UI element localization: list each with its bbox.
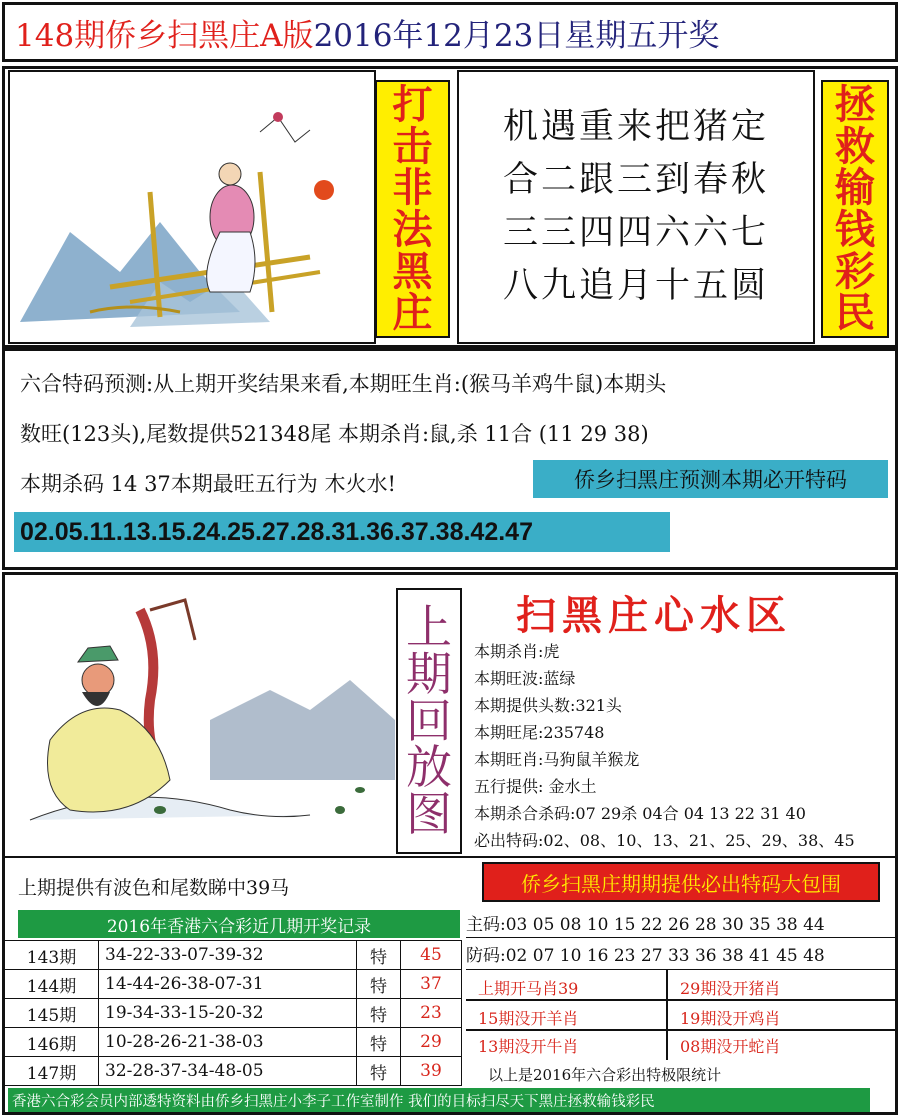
banner-crackdown <box>375 80 450 338</box>
banner-char: 民 <box>835 289 875 337</box>
record-numbers: 14-44-26-38-07-31 <box>99 970 357 999</box>
stats-note: 以上是2016年六合彩出特极限统计 <box>488 1066 722 1084</box>
record-te: 特 <box>357 1057 401 1086</box>
stat-item: 29期没开猪肖 <box>680 979 781 998</box>
banner-rescue <box>821 80 889 338</box>
banner-char: 钱 <box>835 206 875 253</box>
prediction-line-2: 数旺(123头),尾数提供521348尾 本期杀肖:鼠,杀 11合 (11 29 38) <box>20 422 649 446</box>
title-issue: 148期侨乡扫黑庄A版 <box>15 17 314 54</box>
prediction-line-3: 本期杀码 14 37本期最旺五行为 木火水! <box>20 472 396 496</box>
review-item: 本期提供头数:321头 <box>474 696 622 715</box>
record-numbers: 34-22-33-07-39-32 <box>99 941 357 970</box>
record-special: 37 <box>401 970 462 999</box>
records-heading: 2016年香港六合彩近几期开奖记录 <box>18 910 460 938</box>
review-item: 本期杀肖:虎 <box>474 642 560 661</box>
record-te: 特 <box>357 970 401 999</box>
table-row <box>5 970 462 999</box>
banner-char: 输 <box>835 164 875 212</box>
record-numbers: 10-28-26-21-38-03 <box>99 1028 357 1057</box>
record-special: 39 <box>401 1057 462 1086</box>
record-period: 143期 <box>5 941 99 970</box>
prediction-tag: 侨乡扫黑庄预测本期必开特码 <box>533 460 888 498</box>
record-te: 特 <box>357 999 401 1028</box>
scholar-painting-image <box>10 580 396 854</box>
main-codes: 主码:03 05 08 10 15 22 26 28 30 35 38 44 <box>466 908 896 938</box>
defense-codes: 防码:02 07 10 16 23 27 33 36 38 41 45 48 <box>466 938 896 970</box>
banner-char: 黑 <box>392 247 433 295</box>
record-period: 144期 <box>5 970 99 999</box>
record-special: 45 <box>401 941 462 970</box>
review-item: 本期旺尾:235748 <box>474 723 605 742</box>
review-item: 五行提供: 金水土 <box>474 777 597 796</box>
review-item: 本期杀合杀码:07 29杀 04合 04 13 22 31 40 <box>474 804 806 823</box>
record-te: 特 <box>357 1028 401 1057</box>
review-title-char: 回 <box>406 693 452 748</box>
review-item: 必出特码:02、08、10、13、21、25、29、38、45 <box>474 831 855 850</box>
stat-item: 上期开马肖39 <box>478 979 579 998</box>
title-date: 2016年12月23日星期五开奖 <box>313 17 720 54</box>
review-list <box>474 638 855 854</box>
poem-line: 八九追月十五圆 <box>502 266 769 306</box>
records-table <box>4 940 462 1086</box>
table-row <box>5 1057 462 1086</box>
review-item: 本期旺肖:马狗鼠羊猴龙 <box>474 750 640 769</box>
banner-red: 侨乡扫黑庄期期提供必出特码大包围 <box>482 862 880 902</box>
prediction-line-1: 六合特码预测:从上期开奖结果来看,本期旺生肖:(猴马羊鸡牛鼠)本期头 <box>20 372 667 396</box>
record-period: 147期 <box>5 1057 99 1086</box>
hit-note: 上期提供有波色和尾数睇中39马 <box>18 877 290 899</box>
stat-item: 08期没开蛇肖 <box>680 1037 781 1056</box>
review-item: 本期旺波:蓝绿 <box>474 669 576 688</box>
record-te: 特 <box>357 941 401 970</box>
poem-line: 机遇重来把猪定 <box>502 107 769 147</box>
banner-char: 击 <box>392 122 433 170</box>
illustration-girl <box>8 70 376 344</box>
poem-line: 合二跟三到春秋 <box>502 160 769 200</box>
prediction-numbers: 02.05.11.13.15.24.25.27.28.31.36.37.38.42.47 <box>14 512 670 552</box>
stat-item: 13期没开牛肖 <box>478 1037 579 1056</box>
review-title-char: 图 <box>406 787 452 842</box>
review-title-char: 放 <box>406 740 452 795</box>
table-row <box>5 941 462 970</box>
stat-item: 15期没开羊肖 <box>478 1009 579 1028</box>
banner-char: 非 <box>392 164 433 212</box>
review-title-char: 上 <box>406 599 452 654</box>
girl-painting-image <box>10 72 374 342</box>
review-heading: 扫黑庄心水区 <box>516 592 792 639</box>
banner-char: 彩 <box>835 247 875 295</box>
banner-char: 法 <box>392 206 433 253</box>
poem-line: 三三四四六六七 <box>502 213 769 253</box>
banner-char: 庄 <box>392 289 433 337</box>
divider <box>2 856 898 858</box>
record-special: 23 <box>401 999 462 1028</box>
stats-divider <box>666 970 668 1060</box>
stats-divider <box>466 999 896 1001</box>
record-period: 145期 <box>5 999 99 1028</box>
table-row <box>5 999 462 1028</box>
banner-char: 拯 <box>835 81 875 129</box>
banner-char: 救 <box>835 122 875 170</box>
review-vertical-title <box>396 588 462 854</box>
stats-divider <box>466 1029 896 1031</box>
stat-item: 19期没开鸡肖 <box>680 1009 781 1028</box>
page-title <box>2 2 898 62</box>
review-title-char: 期 <box>406 646 452 701</box>
record-special: 29 <box>401 1028 462 1057</box>
table-row <box>5 1028 462 1057</box>
stats-grid <box>466 970 896 1060</box>
illustration-scholar <box>10 580 396 854</box>
banner-char: 打 <box>392 81 433 129</box>
record-numbers: 32-28-37-34-48-05 <box>99 1057 357 1086</box>
record-numbers: 19-34-33-15-20-32 <box>99 999 357 1028</box>
poem-box <box>457 70 815 344</box>
footer: 香港六合彩会员内部透特资料由侨乡扫黑庄小李子工作室制作 我们的目标扫尽天下黑庄拯救输钱彩民 <box>8 1088 870 1112</box>
record-period: 146期 <box>5 1028 99 1057</box>
